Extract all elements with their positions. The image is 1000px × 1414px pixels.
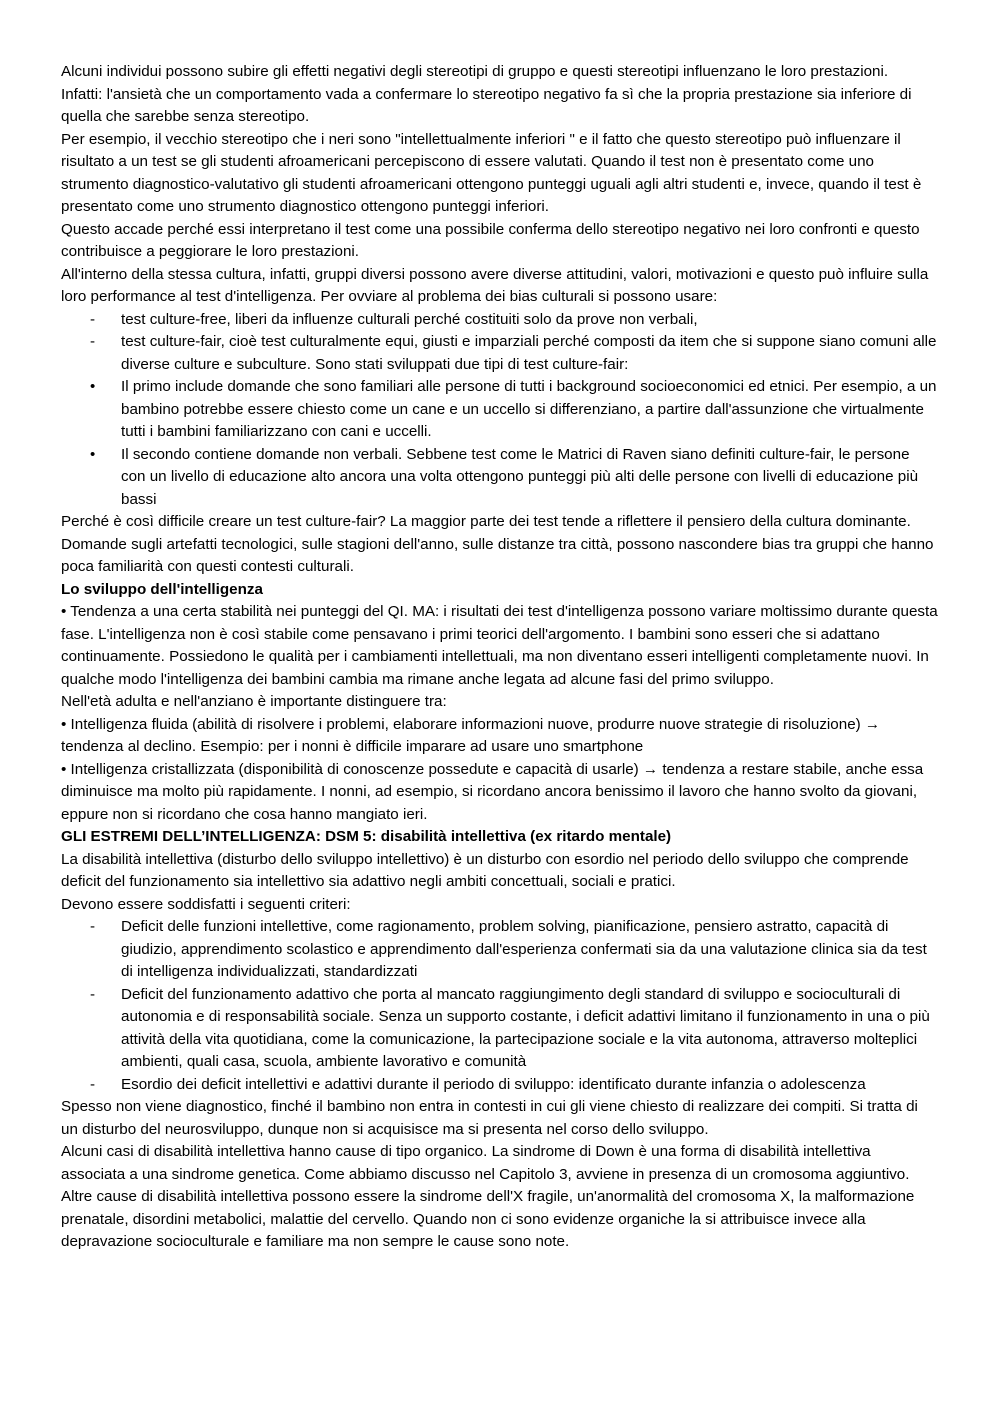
list-item: • Il secondo contiene domande non verbali. Sebbene test come le Matrici di Raven siano definiti culture-fair, le persone con un livello di educazione alto ancora una volta ottengono punteggi più alti delle persone con livelli di educazione più bassi: [61, 444, 938, 512]
list-item: - Deficit delle funzioni intellettive, come ragionamento, problem solving, pianificazione, pensiero astratto, capacità di giudizio, apprendimento scolastico e apprendimento dall'esperienza confermati sia da una valutazione clinica sia da test di intelligenza individualizzati, standardizzati: [61, 916, 938, 984]
criteria-list: [61, 916, 938, 1096]
paragraph: Alcuni casi di disabilità intellettiva hanno cause di tipo organico. La sindrome di Down è una forma di disabilità intellettiva associata a una sindrome genetica. Come abbiamo discusso nel Capitolo 3, avviene in presenza di un cromosoma aggiuntivo. Altre cause di disabilità intellettiva possono essere la sindrome dell'X fragile, un'anormalità del cromosoma X, la malformazione prenatale, disordini metabolici, malattie del cervello. Quando non ci sono evidenze organiche la si attribuisce invece alla depravazione socioculturale e familiare ma non sempre le cause sono note.: [61, 1143, 915, 1250]
paragraph: Infatti: l'ansietà che un comportamento vada a confermare lo stereotipo negativo fa sì che la propria prestazione sia inferiore di quella che sarebbe senza stereotipo.: [61, 85, 912, 125]
paragraph: • Tendenza a una certa stabilità nei punteggi del QI. MA: i risultati dei test d'intelligenza possono variare moltissimo durante questa fase. L'intelligenza non è così stabile come pensavano i primi teorici dell'argomento. I bambini sono esseri che si adattano continuamente. Possiedono le qualità per i cambiamenti intellettuali, ma non diventano esseri intelligenti completamente nuovi. In qualche modo l'intelligenza dei bambini cambia ma rimane anche legata ad alcune fasi del primo sviluppo.: [61, 603, 938, 688]
section-heading: GLI ESTREMI DELL’INTELLIGENZA: DSM 5: disabilità intellettiva (ex ritardo mentale): [61, 828, 672, 845]
paragraph: • Intelligenza fluida (abilità di risolvere i problemi, elaborare informazioni nuove, produrre nuove strategie di risoluzione) → tendenza al declino. Esempio: per i nonni è difficile imparare ad usare uno smartphone: [61, 715, 881, 755]
paragraph: All'interno della stessa cultura, infatti, gruppi diversi possono avere diverse attitudini, valori, motivazioni e questo può influire sulla loro performance al test d'intelligenza. Per ovviare al problema dei bias culturali si possono usare:: [61, 265, 929, 305]
paragraph: Alcuni individui possono subire gli effetti negativi degli stereotipi di gruppo e questi stereotipi influenzano le loro prestazioni.: [61, 63, 889, 80]
section-heading: Lo sviluppo dell'intelligenza: [61, 580, 263, 598]
paragraph: • Intelligenza cristallizzata (disponibilità di conoscenze possedute e capacità di usarle) → tendenza a restare stabile, anche essa diminuisce ma molto più rapidamente. I nonni, ad esempio, si ricordano ancora benissimo il lavoro che hanno svolto da giovani, eppure non si ricordano che cosa hanno mangiato ieri.: [61, 760, 924, 823]
paragraph: Perché è così difficile creare un test culture-fair? La maggior parte dei test tende a riflettere il pensiero della cultura dominante. Domande sugli artefatti tecnologici, sulle stagioni dell'anno, sulle distanze tra città, possono nascondere bias tra gruppi che hanno poca familiarità con questi contesti culturali.: [61, 513, 934, 575]
list-item: • Il primo include domande che sono familiari alle persone di tutti i background socioeconomici ed etnici. Per esempio, a un bambino potrebbe essere chiesto come un cane e un uccello si differenziano, a partire dall'assunzione che virtualmente tutti i bambini familiarizzano con cani e uccelli.: [61, 376, 938, 444]
paragraph: Per esempio, il vecchio stereotipo che i neri sono "intellettualmente inferiori " e il fatto che questo stereotipo può influenzare il risultato a un test se gli studenti afroamericani percepiscono di essere valutati. Quando il test non è presentato come uno strumento diagnostico-valutativo gli studenti afroamericani ottengono punteggi uguali agli altri studenti e, invece, quando il test è presentato come uno strumento diagnostico ottengono punteggi inferiori.: [61, 130, 922, 215]
list-item: - test culture-free, liberi da influenze culturali perché costituiti solo da prove non verbali,: [61, 309, 938, 332]
list-item: - Deficit del funzionamento adattivo che porta al mancato raggiungimento degli standard di sviluppo e socioculturali di autonomia e di responsabilità sociale. Senza un supporto costante, i deficit adattivi limitano il funzionamento in una o più attività della vita quotidiana, come la comunicazione, la partecipazione sociale e la vita autonoma, attraverso molteplici ambienti, quali casa, scuola, ambiente lavorativo e comunità: [61, 984, 938, 1074]
paragraph: Devono essere soddisfatti i seguenti criteri:: [61, 895, 351, 913]
list-item: - Esordio dei deficit intellettivi e adattivi durante il periodo di sviluppo: identificato durante infanzia o adolescenza: [61, 1074, 938, 1097]
culture-fair-types-list: [61, 376, 938, 511]
paragraph: Nell'età adulta e nell'anziano è importante distinguere tra:: [61, 693, 447, 710]
paragraph: Spesso non viene diagnostico, finché il bambino non entra in contesti in cui gli viene chiesto di realizzare dei compiti. Si tratta di un disturbo del neurosviluppo, dunque non si acquisisce ma si presenta nel corso dello sviluppo.: [61, 1098, 918, 1138]
culture-tests-list: [61, 309, 938, 377]
paragraph: La disabilità intellettiva (disturbo dello sviluppo intellettivo) è un disturbo con esordio nel periodo dello sviluppo che comprende deficit del funzionamento sia intellettivo sia adattivo negli ambiti concettuali, sociali e pratici.: [61, 850, 909, 890]
list-item: - test culture-fair, cioè test culturalmente equi, giusti e imparziali perché composti da item che si suppone siano comuni alle diverse culture e subculture. Sono stati sviluppati due tipi di test culture-fair:: [61, 331, 938, 376]
paragraph: Questo accade perché essi interpretano il test come una possibile conferma dello stereotipo negativo nei loro confronti e questo contribuisce a peggiorare le loro prestazioni.: [61, 220, 920, 260]
